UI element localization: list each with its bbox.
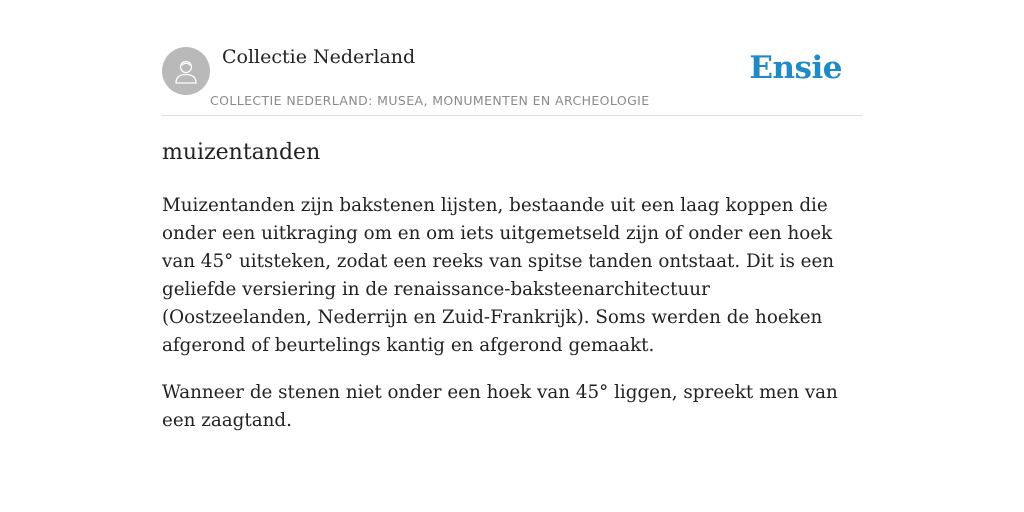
author-name[interactable]: Collectie Nederland	[222, 46, 416, 68]
brand-logo[interactable]: Ensie	[749, 50, 842, 86]
article-paragraph: Muizentanden zijn bakstenen lijsten, bestaande uit een laag koppen die onder een uitkraging om en om iets uitgemetseld zijn of onder een hoek van 45° uitsteken, zodat een reeks van spitse tanden ontstaat. Dit is een geliefde versiering in de renaissance-baksteenarchitectuur (Oostzeelanden, Nederrijn en Zuid-Frankrijk). Soms werden de hoeken afgerond of beurtelings kantig en afgerond gemaakt.	[162, 195, 835, 356]
author-avatar[interactable]	[162, 47, 210, 95]
article-term: muizentanden	[162, 140, 321, 165]
user-avatar-icon	[171, 56, 201, 86]
page-container	[162, 0, 862, 431]
article-paragraph: Wanneer de stenen niet onder een hoek van 45° liggen, spreekt men van een zaagtand.	[162, 382, 838, 431]
article-body	[162, 192, 862, 454]
author-subtitle: COLLECTIE NEDERLAND: MUSEA, MONUMENTEN EN ARCHEOLOGIE	[210, 93, 650, 108]
header	[162, 0, 862, 116]
